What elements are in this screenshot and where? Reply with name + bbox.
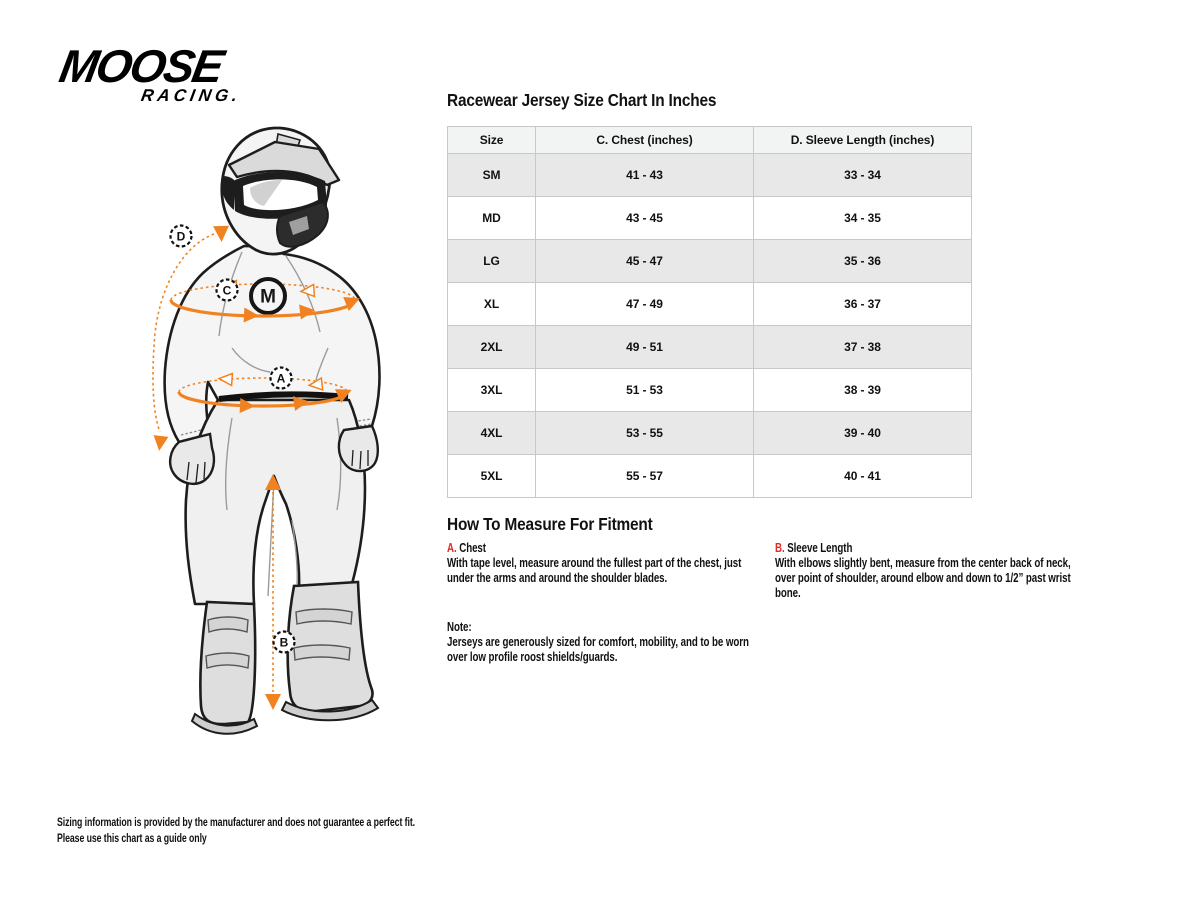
table-row (448, 326, 972, 369)
jersey-logo-letter: M (260, 286, 276, 308)
table-row (448, 283, 972, 326)
chest-cell: 41 - 43 (536, 154, 754, 197)
table-row (448, 369, 972, 412)
table-header-row (448, 127, 972, 154)
column-header-chest: C. Chest (inches) (536, 127, 754, 154)
size-cell: XL (448, 283, 536, 326)
column-header-size: Size (448, 127, 536, 154)
chest-cell: 47 - 49 (536, 283, 754, 326)
table-row (448, 412, 972, 455)
rider-measurement-diagram (132, 118, 432, 738)
sleeve-cell: 39 - 40 (754, 412, 972, 455)
measure-sleeve-name: Sleeve Length (787, 541, 853, 555)
measure-chest-block (447, 541, 753, 586)
table-row (448, 455, 972, 498)
sleeve-cell: 40 - 41 (754, 455, 972, 498)
size-cell: 4XL (448, 412, 536, 455)
marker-d-letter: D (176, 229, 186, 244)
disclaimer-line-1: Sizing information is provided by the manufacturer and does not guarantee a perfect fit. (57, 817, 416, 829)
measure-chest-text: With tape level, measure around the fullest part of the chest, just under the arms and around the shoulder blades. (447, 556, 742, 585)
sleeve-cell: 37 - 38 (754, 326, 972, 369)
sleeve-start-arrow (213, 226, 230, 243)
left-glove (170, 434, 214, 484)
size-cell: 2XL (448, 326, 536, 369)
sleeve-cell: 38 - 39 (754, 369, 972, 412)
chest-cell: 55 - 57 (536, 455, 754, 498)
size-cell: LG (448, 240, 536, 283)
measure-chest-label (447, 541, 753, 555)
table-row (448, 154, 972, 197)
chest-cell: 43 - 45 (536, 197, 754, 240)
chest-cell: 49 - 51 (536, 326, 754, 369)
chest-cell: 51 - 53 (536, 369, 754, 412)
size-cell: MD (448, 197, 536, 240)
size-chart-title: Racewear Jersey Size Chart In Inches (447, 90, 717, 110)
moose-racing-logo (55, 40, 247, 106)
logo-word-racing: RACING. (139, 85, 243, 105)
note-text: Jerseys are generously sized for comfort, mobility, and to be worn over low profile roost shields/guards. (447, 635, 749, 664)
size-cell: 5XL (448, 455, 536, 498)
right-glove (339, 426, 378, 471)
size-chart-table (447, 126, 972, 498)
table-row (448, 240, 972, 283)
how-to-measure-heading: How To Measure For Fitment (447, 514, 653, 534)
size-cell: SM (448, 154, 536, 197)
marker-c-letter: C (222, 283, 232, 298)
measure-chest-name: Chest (459, 541, 486, 555)
sleeve-cell: 36 - 37 (754, 283, 972, 326)
disclaimer (57, 815, 498, 847)
measure-sleeve-text: With elbows slightly bent, measure from the center back of neck, over point of shoulder, around elbow and down to 1/2” past wrist bone. (775, 556, 1071, 600)
sleeve-end-arrow (152, 435, 169, 452)
chest-cell: 45 - 47 (536, 240, 754, 283)
logo-word-moose: MOOSE (55, 40, 227, 92)
column-header-sleeve: D. Sleeve Length (inches) (754, 127, 972, 154)
sleeve-cell: 35 - 36 (754, 240, 972, 283)
marker-b-letter: B (279, 635, 289, 650)
measure-sleeve-label (775, 541, 1087, 555)
note-block (447, 620, 753, 665)
note-label: Note: (447, 620, 472, 634)
marker-a-letter: A (276, 371, 286, 386)
chest-cell: 53 - 55 (536, 412, 754, 455)
measure-sleeve-letter: B. (775, 541, 785, 555)
size-cell: 3XL (448, 369, 536, 412)
measure-chest-letter: A. (447, 541, 457, 555)
measure-sleeve-block (775, 541, 1087, 601)
table-row (448, 197, 972, 240)
inseam-down-arrow (265, 694, 281, 710)
sleeve-cell: 34 - 35 (754, 197, 972, 240)
disclaimer-line-2: Please use this chart as a guide only (57, 833, 207, 846)
sleeve-cell: 33 - 34 (754, 154, 972, 197)
